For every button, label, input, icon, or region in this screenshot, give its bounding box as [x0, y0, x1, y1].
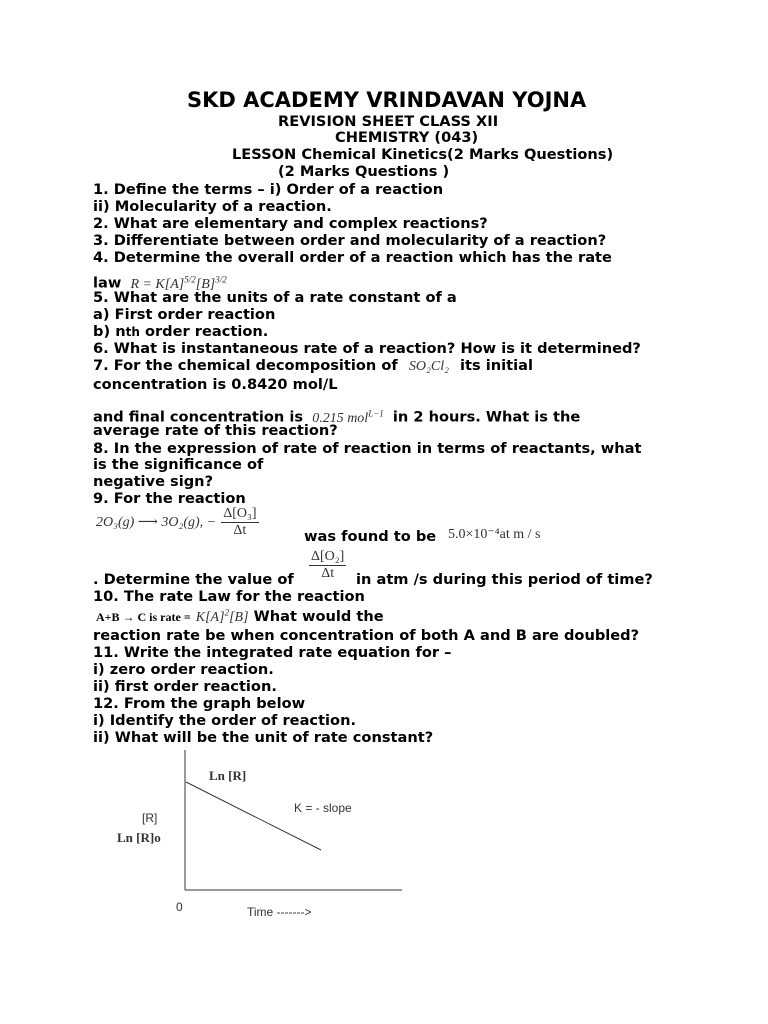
q5-option-a: a) First order reaction — [93, 306, 276, 323]
q5-option-b: b) nth order reaction. — [93, 323, 269, 340]
q3: 3. Differentiate between order and molecularity of a reaction? — [93, 232, 607, 249]
graph-x-label: Time -------> — [247, 905, 312, 919]
q9-found-text: was found to be — [304, 528, 437, 545]
q9-determine-text: . Determine the value of — [93, 571, 294, 588]
q2: 2. What are elementary and complex reactions? — [93, 215, 488, 232]
q4-law-word: law — [93, 274, 122, 292]
marks-title: (2 Marks Questions ) — [278, 163, 450, 180]
final-concentration-value: 0.215 mol$^{L-1}$ — [312, 408, 384, 426]
graph-y-label-bottom: Ln [R]o — [117, 830, 161, 845]
q4-rate-law-equation: $R = K[A]^{5/2}[B]^{3/2}$ — [130, 274, 227, 292]
q12-line3: ii) What will be the unit of rate constant? — [93, 729, 434, 746]
q7-line2: concentration is 0.8420 mol/L — [93, 376, 338, 393]
q10-rate-law: $K[A]^2[B]$ — [195, 607, 249, 625]
q11-line3: ii) first order reaction. — [93, 678, 277, 695]
graph-y-label-top: [R] — [142, 811, 158, 825]
q7-line3: and final concentration is 0.215 mol$^{L-1}$ in 2 hours. What is the — [93, 408, 581, 426]
q8-line2: is the significance of — [93, 456, 264, 473]
delta-o3-fraction: $\frac{\text{Δ[O₃]}}{\Delta t}$ — [223, 506, 257, 538]
q7-line4: average rate of this reaction? — [93, 422, 338, 439]
q1-line1: 1. Define the terms – i) Order of a reaction — [93, 181, 444, 198]
q10-line1: 10. The rate Law for the reaction — [93, 588, 365, 605]
subject-title: CHEMISTRY (043) — [335, 129, 479, 146]
sheet-title: REVISION SHEET CLASS XII — [278, 113, 499, 130]
q6: 6. What is instantaneous rate of a reaction? How is it determined? — [93, 340, 641, 357]
q4-line1: 4. Determine the overall order of a reaction which has the rate — [93, 249, 612, 266]
q12-line1: 12. From the graph below — [93, 695, 306, 712]
q10-reaction: A+B → C is rate = — [96, 610, 191, 624]
lesson-title: LESSON Chemical Kinetics(2 Marks Questions) — [232, 146, 614, 163]
q5: 5. What are the units of a rate constant of a — [93, 289, 457, 306]
school-title: SKD ACADEMY VRINDAVAN YOJNA — [187, 88, 587, 112]
so2cl2-formula: SO₂Cl₂ — [408, 359, 449, 374]
q9-line1: 9. For the reaction — [93, 490, 246, 507]
graph-data-line — [186, 782, 321, 850]
q9-unit-text: in atm /s during this period of time? — [356, 571, 653, 588]
q9-reaction-equation: 2O₃(g) ⟶ 3O₂(g), − $\frac{\text{Δ[O₃]}}{\Delta t}$ — [96, 506, 257, 538]
q12-line2: i) Identify the order of reaction. — [93, 712, 357, 729]
q11-line1: 11. Write the integrated rate equation for – — [93, 644, 452, 661]
q8-line1: 8. In the expression of rate of reaction in terms of reactants, what — [93, 440, 642, 457]
q8-line3: negative sign? — [93, 473, 214, 490]
graph-origin: 0 — [176, 900, 183, 914]
q10-line2: A+B → C is rate = $K[A]^2[B]$ What would the — [96, 607, 384, 625]
graph-line-label: Ln [R] — [209, 768, 247, 783]
q7-line1: 7. For the chemical decomposition of SO₂Cl₂ its initial — [93, 357, 534, 374]
q1-line2: ii) Molecularity of a reaction. — [93, 198, 332, 215]
q9-rate-value: 5.0×10⁻⁴at m / s — [448, 527, 541, 542]
q10-line3: reaction rate be when concentration of both A and B are doubled? — [93, 627, 640, 644]
delta-o2-fraction: $\frac{\text{Δ[O₂]}}{\Delta t}$ — [311, 549, 345, 581]
graph-slope-label: K = - slope — [294, 801, 352, 815]
q11-line2: i) zero order reaction. — [93, 661, 274, 678]
